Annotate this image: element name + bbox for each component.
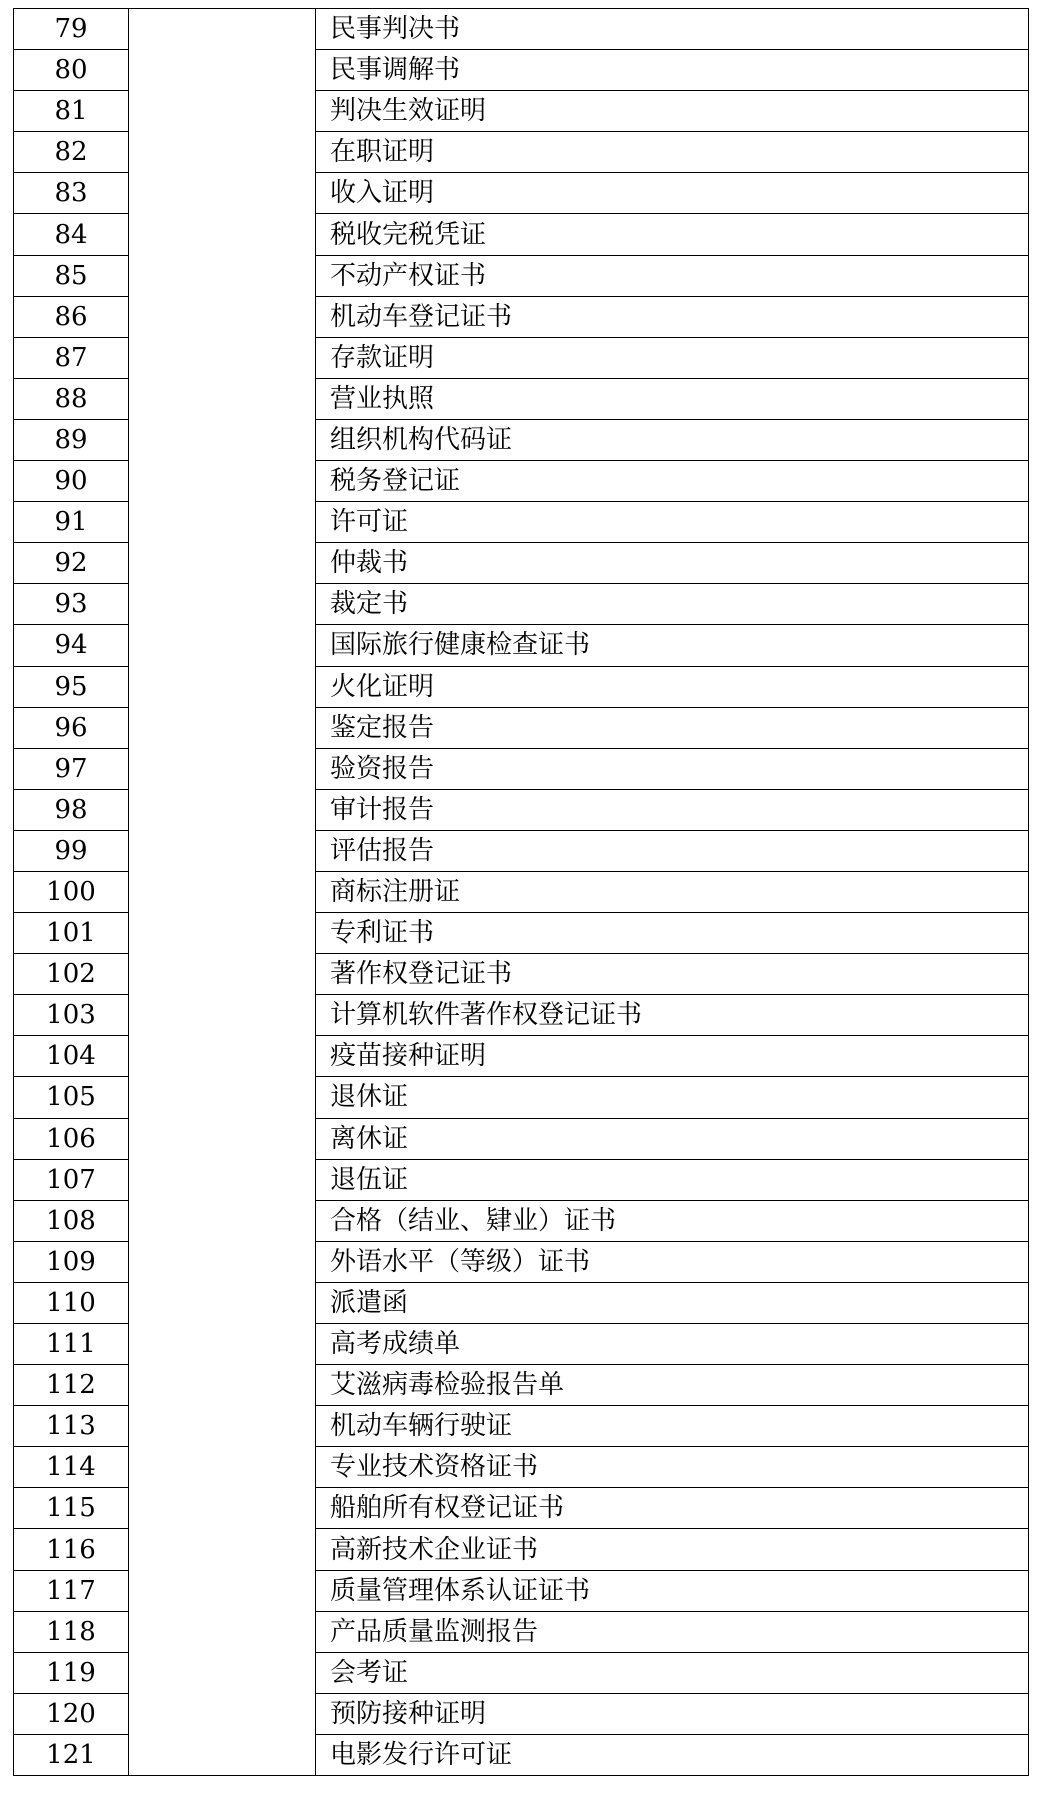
document-name-cell: 预防接种证明 (316, 1693, 1029, 1734)
table-row (14, 543, 1029, 584)
category-cell (129, 419, 316, 460)
row-number-cell: 90 (14, 461, 129, 502)
row-number-cell: 119 (14, 1652, 129, 1693)
table-row (14, 1365, 1029, 1406)
table-row (14, 1652, 1029, 1693)
document-name-cell: 仲裁书 (316, 543, 1029, 584)
table-row (14, 1406, 1029, 1447)
category-cell (129, 1488, 316, 1529)
category-cell (129, 1447, 316, 1488)
category-cell (129, 995, 316, 1036)
row-number-cell: 91 (14, 502, 129, 543)
document-name-cell: 高考成绩单 (316, 1324, 1029, 1365)
document-name-cell: 验资报告 (316, 748, 1029, 789)
category-cell (129, 1365, 316, 1406)
row-number-cell: 84 (14, 214, 129, 255)
table-row (14, 1324, 1029, 1365)
table-row (14, 1077, 1029, 1118)
table-row (14, 1447, 1029, 1488)
row-number-cell: 101 (14, 913, 129, 954)
document-name-cell: 收入证明 (316, 173, 1029, 214)
category-cell (129, 1241, 316, 1282)
document-name-cell: 计算机软件著作权登记证书 (316, 995, 1029, 1036)
document-name-cell: 产品质量监测报告 (316, 1611, 1029, 1652)
document-name-cell: 机动车登记证书 (316, 296, 1029, 337)
table-row (14, 50, 1029, 91)
category-cell (129, 1652, 316, 1693)
row-number-cell: 104 (14, 1036, 129, 1077)
row-number-cell: 98 (14, 789, 129, 830)
table-body (14, 9, 1029, 1776)
table-row (14, 419, 1029, 460)
document-name-cell: 判决生效证明 (316, 91, 1029, 132)
category-cell (129, 543, 316, 584)
document-name-cell: 疫苗接种证明 (316, 1036, 1029, 1077)
category-cell (129, 296, 316, 337)
row-number-cell: 112 (14, 1365, 129, 1406)
category-cell (129, 378, 316, 419)
document-name-cell: 派遣函 (316, 1282, 1029, 1323)
table-row (14, 1734, 1029, 1775)
row-number-cell: 120 (14, 1693, 129, 1734)
category-cell (129, 1529, 316, 1570)
document-name-cell: 船舶所有权登记证书 (316, 1488, 1029, 1529)
table-row (14, 378, 1029, 419)
table-row (14, 1488, 1029, 1529)
category-cell (129, 789, 316, 830)
row-number-cell: 113 (14, 1406, 129, 1447)
document-name-cell: 艾滋病毒检验报告单 (316, 1365, 1029, 1406)
row-number-cell: 103 (14, 995, 129, 1036)
category-cell (129, 132, 316, 173)
row-number-cell: 97 (14, 748, 129, 789)
table-row (14, 1036, 1029, 1077)
row-number-cell: 114 (14, 1447, 129, 1488)
category-cell (129, 1693, 316, 1734)
table-row (14, 9, 1029, 50)
category-cell (129, 748, 316, 789)
table-row (14, 625, 1029, 666)
category-cell (129, 913, 316, 954)
table-row (14, 954, 1029, 995)
table-row (14, 1570, 1029, 1611)
document-name-cell: 离休证 (316, 1118, 1029, 1159)
category-cell (129, 625, 316, 666)
category-cell (129, 91, 316, 132)
category-cell (129, 1406, 316, 1447)
table-row (14, 707, 1029, 748)
row-number-cell: 85 (14, 255, 129, 296)
category-cell (129, 50, 316, 91)
table-row (14, 1159, 1029, 1200)
document-name-cell: 合格（结业、肄业）证书 (316, 1200, 1029, 1241)
document-name-cell: 退伍证 (316, 1159, 1029, 1200)
table-row (14, 296, 1029, 337)
table-row (14, 255, 1029, 296)
category-cell (129, 337, 316, 378)
row-number-cell: 109 (14, 1241, 129, 1282)
category-cell (129, 9, 316, 50)
category-cell (129, 1118, 316, 1159)
table-row (14, 1611, 1029, 1652)
row-number-cell: 79 (14, 9, 129, 50)
table-row (14, 584, 1029, 625)
table-row (14, 1241, 1029, 1282)
category-cell (129, 830, 316, 871)
category-cell (129, 1570, 316, 1611)
category-cell (129, 1159, 316, 1200)
category-cell (129, 584, 316, 625)
table-row (14, 173, 1029, 214)
document-name-cell: 许可证 (316, 502, 1029, 543)
table-row (14, 1529, 1029, 1570)
table-row (14, 995, 1029, 1036)
row-number-cell: 80 (14, 50, 129, 91)
row-number-cell: 102 (14, 954, 129, 995)
row-number-cell: 99 (14, 830, 129, 871)
document-name-cell: 机动车辆行驶证 (316, 1406, 1029, 1447)
document-name-cell: 税务登记证 (316, 461, 1029, 502)
document-name-cell: 专业技术资格证书 (316, 1447, 1029, 1488)
category-cell (129, 1282, 316, 1323)
document-name-cell: 民事判决书 (316, 9, 1029, 50)
row-number-cell: 95 (14, 666, 129, 707)
document-name-cell: 质量管理体系认证证书 (316, 1570, 1029, 1611)
category-cell (129, 502, 316, 543)
document-name-cell: 裁定书 (316, 584, 1029, 625)
row-number-cell: 88 (14, 378, 129, 419)
row-number-cell: 81 (14, 91, 129, 132)
document-name-cell: 国际旅行健康检查证书 (316, 625, 1029, 666)
table-row (14, 789, 1029, 830)
category-cell (129, 1611, 316, 1652)
table-row (14, 502, 1029, 543)
row-number-cell: 115 (14, 1488, 129, 1529)
document-name-cell: 外语水平（等级）证书 (316, 1241, 1029, 1282)
document-name-cell: 审计报告 (316, 789, 1029, 830)
category-cell (129, 954, 316, 995)
row-number-cell: 117 (14, 1570, 129, 1611)
document-name-cell: 在职证明 (316, 132, 1029, 173)
document-name-cell: 评估报告 (316, 830, 1029, 871)
row-number-cell: 121 (14, 1734, 129, 1775)
document-name-cell: 民事调解书 (316, 50, 1029, 91)
document-name-cell: 鉴定报告 (316, 707, 1029, 748)
row-number-cell: 106 (14, 1118, 129, 1159)
document-name-cell: 营业执照 (316, 378, 1029, 419)
document-name-cell: 组织机构代码证 (316, 419, 1029, 460)
table-row (14, 871, 1029, 912)
row-number-cell: 100 (14, 871, 129, 912)
row-number-cell: 92 (14, 543, 129, 584)
row-number-cell: 116 (14, 1529, 129, 1570)
row-number-cell: 86 (14, 296, 129, 337)
table-row (14, 748, 1029, 789)
category-cell (129, 461, 316, 502)
category-cell (129, 871, 316, 912)
table-row (14, 830, 1029, 871)
category-cell (129, 173, 316, 214)
row-number-cell: 87 (14, 337, 129, 378)
row-number-cell: 83 (14, 173, 129, 214)
document-name-cell: 退休证 (316, 1077, 1029, 1118)
category-cell (129, 214, 316, 255)
document-list-table (13, 8, 1029, 1776)
row-number-cell: 96 (14, 707, 129, 748)
category-cell (129, 666, 316, 707)
table-row (14, 214, 1029, 255)
document-name-cell: 专利证书 (316, 913, 1029, 954)
document-name-cell: 不动产权证书 (316, 255, 1029, 296)
row-number-cell: 107 (14, 1159, 129, 1200)
row-number-cell: 110 (14, 1282, 129, 1323)
document-name-cell: 火化证明 (316, 666, 1029, 707)
document-name-cell: 税收完税凭证 (316, 214, 1029, 255)
category-cell (129, 1036, 316, 1077)
document-name-cell: 存款证明 (316, 337, 1029, 378)
table-row (14, 132, 1029, 173)
document-name-cell: 高新技术企业证书 (316, 1529, 1029, 1570)
category-cell (129, 1200, 316, 1241)
document-name-cell: 电影发行许可证 (316, 1734, 1029, 1775)
table-row (14, 91, 1029, 132)
row-number-cell: 111 (14, 1324, 129, 1365)
row-number-cell: 118 (14, 1611, 129, 1652)
table-row (14, 1693, 1029, 1734)
table-row (14, 1282, 1029, 1323)
document-name-cell: 商标注册证 (316, 871, 1029, 912)
category-cell (129, 1324, 316, 1365)
row-number-cell: 93 (14, 584, 129, 625)
category-cell (129, 1734, 316, 1775)
table-row (14, 666, 1029, 707)
table-row (14, 1200, 1029, 1241)
table-row (14, 337, 1029, 378)
document-name-cell: 会考证 (316, 1652, 1029, 1693)
table-row (14, 913, 1029, 954)
document-name-cell: 著作权登记证书 (316, 954, 1029, 995)
category-cell (129, 255, 316, 296)
row-number-cell: 94 (14, 625, 129, 666)
row-number-cell: 108 (14, 1200, 129, 1241)
row-number-cell: 105 (14, 1077, 129, 1118)
category-cell (129, 707, 316, 748)
row-number-cell: 82 (14, 132, 129, 173)
row-number-cell: 89 (14, 419, 129, 460)
table-row (14, 1118, 1029, 1159)
category-cell (129, 1077, 316, 1118)
table-row (14, 461, 1029, 502)
